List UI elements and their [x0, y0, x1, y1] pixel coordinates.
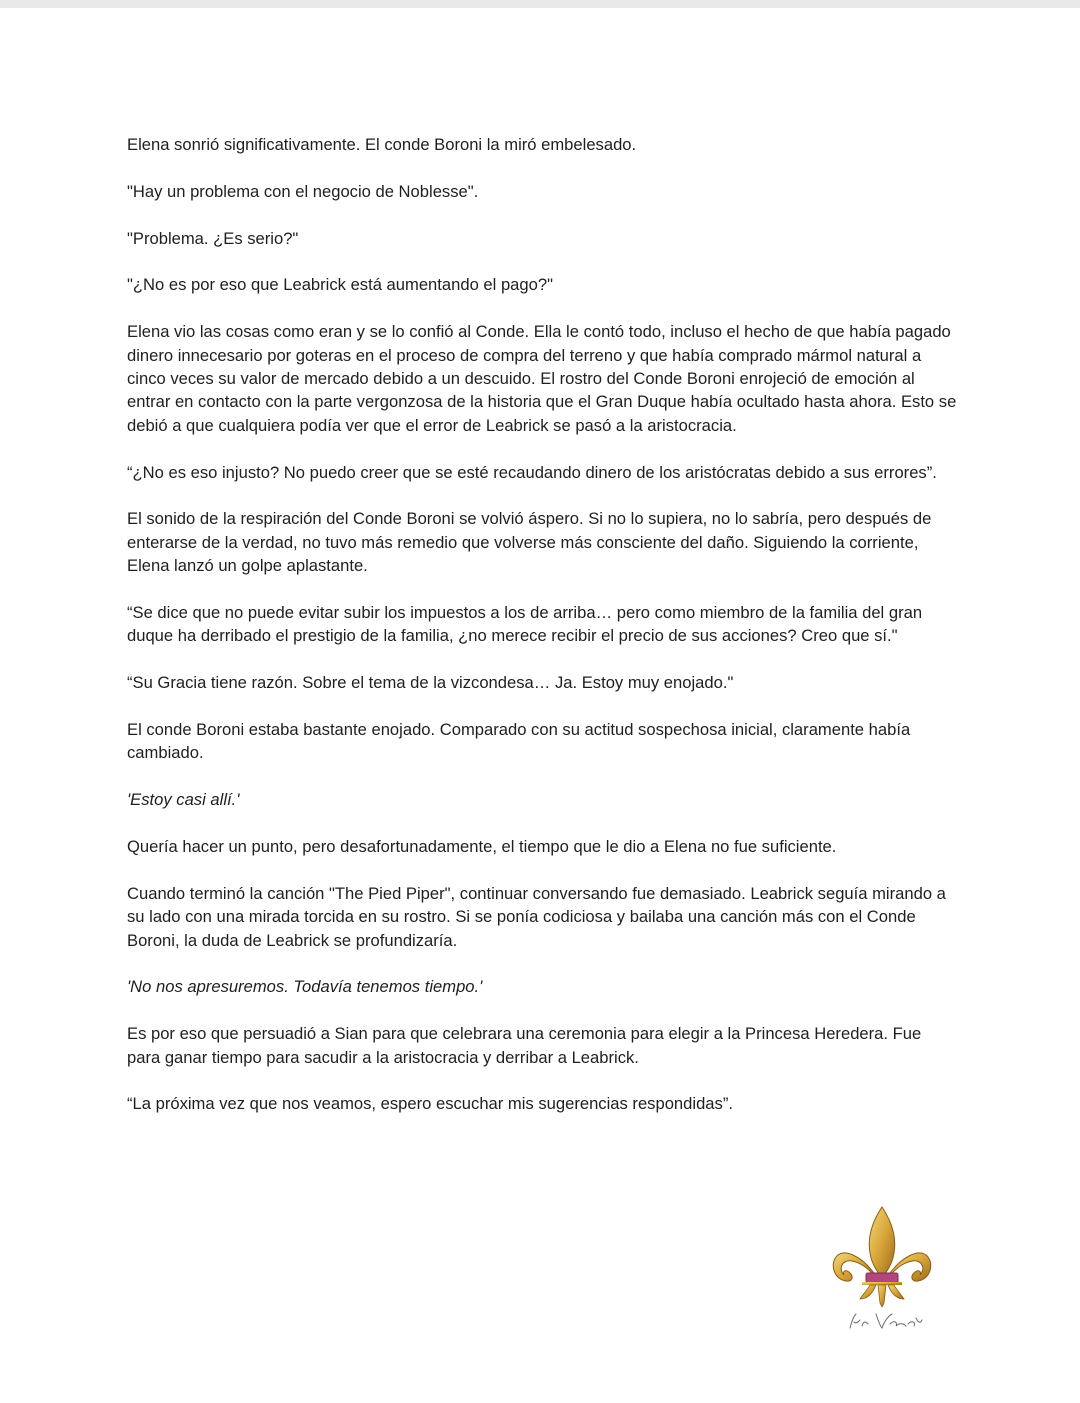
paragraph: Elena vio las cosas como eran y se lo confió al Conde. Ella le contó todo, incluso el hecho de que había pagado dinero innecesario por goteras en el proceso de compra del terreno y que había comprado mármol natural a cinco veces su valor de mercado debido a un descuido. El rostro del Conde Boroni enrojeció de emoción al entrar en contacto con la parte vergonzosa de la historia que el Gran Duque había ocultado hasta ahora. Esto se debió a que cualquiera podía ver que el error de Leabrick se pasó a la aristocracia. [127, 322, 957, 435]
paragraph: Es por eso que persuadió a Sian para que celebrara una ceremonia para elegir a la Princesa Heredera. Fue para ganar tiempo para sacudir a la aristocracia y derribar a Leabrick. [127, 1024, 922, 1067]
paragraph: El conde Boroni estaba bastante enojado. Comparado con su actitud sospechosa inicial, claramente había cambiado. [127, 720, 911, 763]
paragraph: Quería hacer un punto, pero desafortunadamente, el tiempo que le dio a Elena no fue suficiente. [127, 837, 837, 857]
paragraph: “Se dice que no puede evitar subir los impuestos a los de arriba… pero como miembro de la familia del gran duque ha derribado el prestigio de la familia, ¿no merece recibir el precio de sus acciones? Creo que sí." [127, 603, 923, 646]
paragraph: Elena sonrió significativamente. El conde Boroni la miró embelesado. [127, 135, 637, 154]
paragraph: “La próxima vez que nos veamos, espero escuchar mis sugerencias respondidas”. [127, 1094, 733, 1114]
italic-thought: 'No nos apresuremos. Todavía tenemos tiempo.' [127, 977, 483, 997]
signature-mark [846, 1310, 926, 1332]
paragraph: “Su Gracia tiene razón. Sobre el tema de la vizcondesa… Ja. Estoy muy enojado." [127, 673, 734, 693]
paragraph: "Problema. ¿Es serio?" [127, 228, 299, 248]
document-body [127, 133, 957, 1139]
top-border [0, 0, 1080, 8]
paragraph: Cuando terminó la canción "The Pied Piper", continuar conversando fue demasiado. Leabrick seguía mirando a su lado con una mirada torcida en su rostro. Si se ponía codiciosa y bailaba una canción más con el Conde Boroni, la duda de Leabrick se profundizaría. [127, 883, 946, 950]
paragraph: "¿No es por eso que Leabrick está aumentando el pago?" [127, 275, 553, 295]
paragraph: El sonido de la respiración del Conde Boroni se volvió áspero. Si no lo supiera, no lo sabría, pero después de enterarse de la verdad, no tuvo más remedio que volverse más consciente del daño. Siguiendo la corriente, Elena lanzó un golpe aplastante. [127, 509, 932, 576]
italic-thought: 'Estoy casi allí.' [127, 790, 240, 810]
paragraph: "Hay un problema con el negocio de Noblesse". [127, 181, 479, 201]
paragraph: “¿No es eso injusto? No puedo creer que se esté recaudando dinero de los aristócratas debido a sus errores”. [127, 462, 937, 482]
